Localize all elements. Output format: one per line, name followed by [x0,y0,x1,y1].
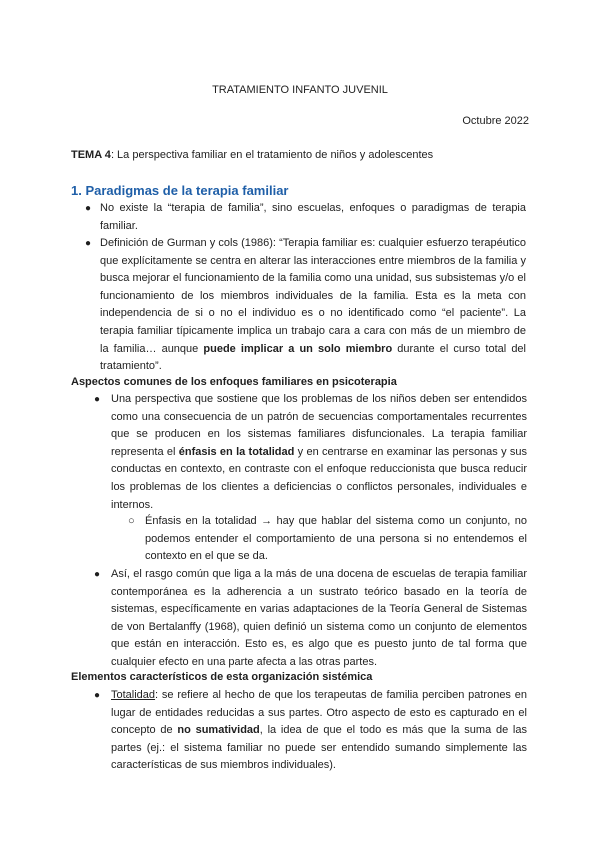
list-item: Así, el rasgo común que liga a la más de una docena de escuelas de terapia familiar contemporánea es la adherencia a un sustrato teórico basado en la teoría de sistemas, específicamente en varias adaptaciones de la Teoría General de Sistemas de von Bertalanffy (1968), quien definió un sistema como un conjunto de elementos que están en interacción. Esto es, es algo que es puesto junto de tal forma que cualquier efecto en una parte afecta a las otras partes. [111,568,527,668]
topic-label: TEMA 4 [71,149,111,161]
definition-text-end: durante el curso total del tratamiento”. [100,342,526,373]
section-heading-paradigmas: 1. Paradigmas de la terapia familiar [71,183,289,198]
list-item-emphasis: no sumatividad [177,724,260,737]
section-heading-aspectos: Aspectos comunes de los enfoques familiares en psicoterapia [71,376,397,388]
topic-line [71,147,531,165]
bullet-icon: ● [85,203,92,214]
document-title: TRATAMIENTO INFANTO JUVENIL [212,84,388,96]
bullet-icon: ● [94,394,101,405]
list-item [111,391,527,514]
list-item-text-end: , la idea de que el todo es más que la suma de las partes (ej.: el sistema familiar no puede ser entendido sumando simplemente las características de sus miembros individuales). [111,724,527,772]
list-item-totalidad [111,687,527,775]
bullet-icon: ● [94,690,101,701]
sub-bullet-icon: ○ [128,515,135,527]
list-item-text-end: y en centrarse en examinar las personas y sus conductas en contexto, en contraste con el enfoque reduccionista que busca reducir los problemas de los clientes a deficiencias o conflictos personales, individuales e internos. [111,445,527,511]
list-item-text: Una perspectiva que sostiene que los problemas de los niños deben ser entendidos como una consecuencia de un patrón de secuencias comportamentales recurrentes que se producen en los sistemas familiares disfuncionales. La terapia familiar representa el [111,393,527,458]
list-item-text: : se refiere al hecho de que los terapeutas de familia perciben patrones en lugar de entidades reducidas a sus partes. Otro aspecto de esto es capturado en el concepto de [111,689,527,737]
sub-list-item: Énfasis en la totalidad → hay que hablar del sistema como un conjunto, no podemos entender el comportamiento de una persona si no entendemos el contexto en el que se da. [145,515,527,563]
list-item: No existe la “terapia de familia”, sino escuelas, enfoques o paradigmas de terapia familiar. [100,202,526,232]
definition-emphasis: puede implicar a un solo miembro [203,342,393,355]
section-heading-elementos: Elementos característicos de esta organización sistémica [71,671,373,683]
document-date: Octubre 2022 [462,115,529,127]
list-item-definition [100,235,526,376]
bullet-icon: ● [85,238,92,249]
list-item-emphasis: énfasis en la totalidad [178,445,295,458]
term-underlined: Totalidad [111,689,156,701]
bullet-icon: ● [94,569,101,580]
definition-text: Definición de Gurman y cols (1986): “Terapia familiar es: cualquier esfuerzo terapéutico que explícitamente se centra en alterar las interacciones entre miembros de la familia y busca mejorar el funcionamiento de la familia como una unidad, sus subsistemas y/o el funcionamiento de los miembros individuales de la familia. Esta es la meta con independencia de si o no el individuo es o no identificado como “el paciente”. La terapia familiar típicamente implica un trabajo cara a cara con más de un miembro de la familia… aunque [100,237,526,355]
topic-text: : La perspectiva familiar en el tratamiento de niños y adolescentes [110,149,434,161]
